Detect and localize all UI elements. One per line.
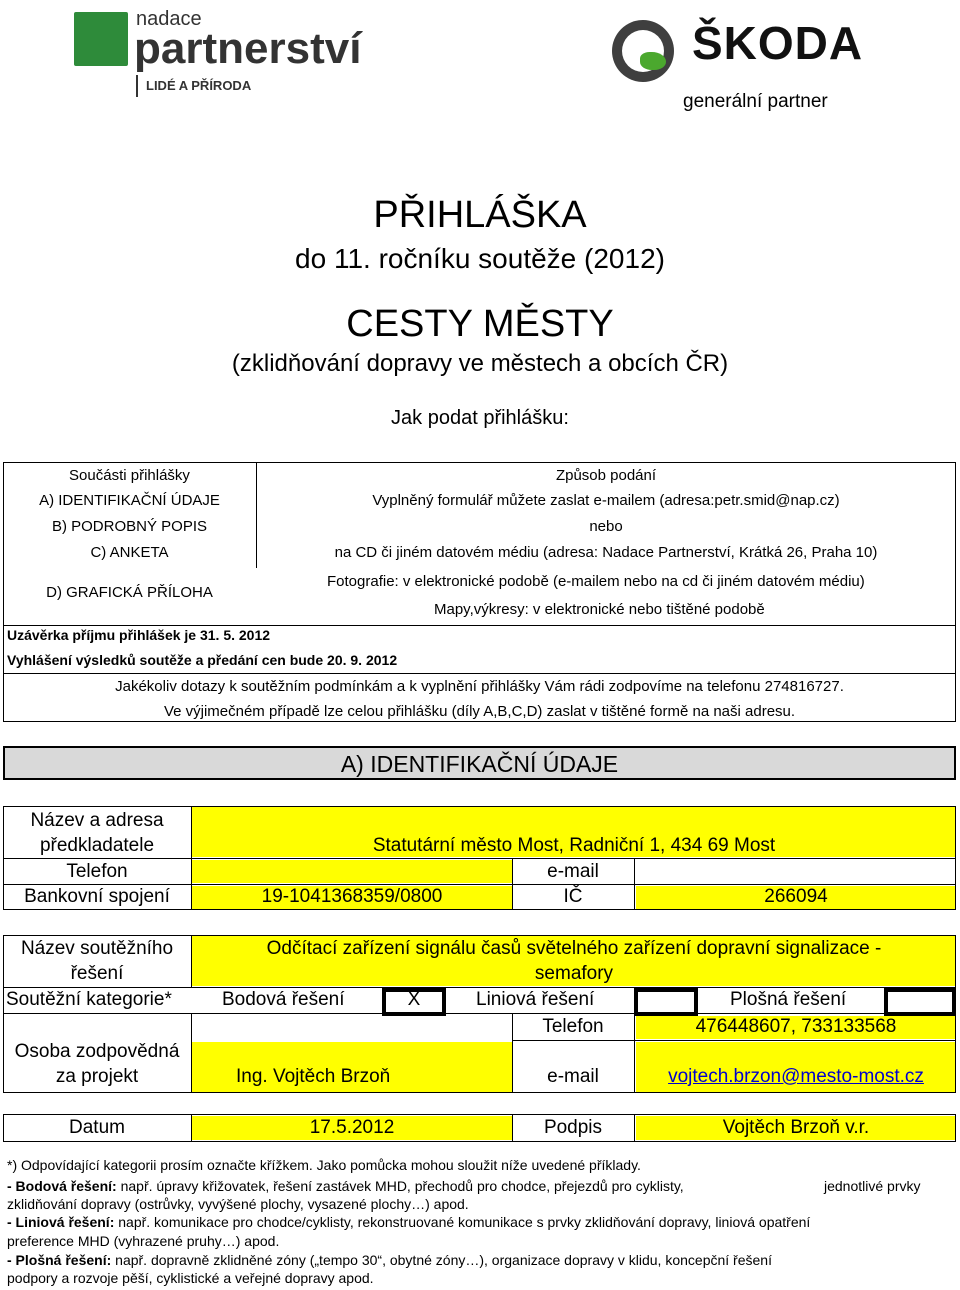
category-point-label: Bodová řešení bbox=[222, 989, 345, 1010]
resp-name: Ing. Vojtěch Brzoň bbox=[236, 1066, 391, 1087]
part-c-label: C) ANKETA bbox=[90, 544, 169, 561]
footnote-intro: *) Odpovídající kategorii prosím označte křížkem. Jako pomůcka mohou sloužit níže uvedené příklady. bbox=[7, 1157, 641, 1173]
name-address-value: Statutární město Most, Radniční 1, 434 69 Most bbox=[372, 835, 776, 856]
phone-label: Telefon bbox=[66, 861, 128, 882]
section-a-heading: A) IDENTIFIKAČNÍ ÚDAJE bbox=[340, 751, 619, 777]
sign-value: Vojtěch Brzoň v.r. bbox=[722, 1117, 870, 1138]
resp-phone-label: Telefon bbox=[542, 1016, 604, 1037]
category-line-label: Liniová řešení bbox=[476, 989, 595, 1010]
footnote-lin-line2: preference MHD (vyhrazené pruhy…) apod. bbox=[7, 1233, 280, 1249]
ic-value: 266094 bbox=[764, 886, 828, 907]
np-logo-divider bbox=[136, 75, 138, 97]
category-area-checkbox[interactable] bbox=[884, 988, 956, 1016]
footnote-plo-line2: podpory a rozvoje pěší, cyklistické a veřejné dopravy apod. bbox=[7, 1270, 374, 1286]
footnote-bod-text-b: jednotlivé prvky bbox=[824, 1178, 921, 1194]
part-a-method: Vyplněný formulář můžete zaslat e-mailem (adresa:petr.smid@nap.cz) bbox=[372, 492, 840, 509]
contest-title: CESTY MĚSTY bbox=[346, 303, 614, 345]
date-label: Datum bbox=[69, 1117, 125, 1138]
name-address-label-1: Název a adresa bbox=[30, 810, 164, 831]
section-a-header bbox=[3, 746, 956, 780]
footnote-lin-label: - Liniová řešení: bbox=[7, 1214, 115, 1230]
skoda-logo bbox=[612, 12, 912, 88]
np-logo-line1: nadace bbox=[136, 8, 202, 30]
date-value: 17.5.2012 bbox=[309, 1117, 395, 1138]
part-a-label: A) IDENTIFIKAČNÍ ÚDAJE bbox=[39, 492, 220, 509]
name-address-label-2: předkladatele bbox=[39, 835, 155, 856]
contest-subtitle: (zklidňování dopravy ve městech a obcích ČR) bbox=[231, 350, 729, 377]
footnote-lin-text-a: např. komunikace pro chodce/cyklisty, rekonstruované komunikace s prvky zklidňování dopravy, liniová opatření bbox=[114, 1214, 811, 1230]
parts-col1-header: Součásti přihlášky bbox=[69, 467, 190, 484]
bank-value: 19-1041368359/0800 bbox=[261, 886, 443, 907]
partner-label: generální partner bbox=[683, 91, 828, 112]
part-d-label: D) GRAFICKÁ PŘÍLOHA bbox=[46, 584, 213, 601]
category-line-checkbox[interactable] bbox=[634, 988, 698, 1016]
footnote-bod-label: - Bodová řešení: bbox=[7, 1178, 117, 1194]
results-text: Vyhlášení výsledků soutěže a předání cen bude 20. 9. 2012 bbox=[7, 652, 398, 668]
howto-heading: Jak podat přihlášku: bbox=[391, 407, 569, 429]
page-subtitle: do 11. ročníku soutěže (2012) bbox=[295, 243, 665, 274]
footnote-bod-line1 bbox=[7, 1178, 684, 1194]
category-label: Soutěžní kategorie* bbox=[6, 989, 172, 1010]
category-area-label: Plošná řešení bbox=[730, 989, 847, 1010]
footnote-bod-line2: zklidňování dopravy (ostrůvky, vyvýšené plochy, vysazené plochy…) apod. bbox=[7, 1196, 469, 1212]
np-logo-line3: LIDÉ A PŘÍRODA bbox=[146, 78, 252, 93]
footnote-plo-text-a: např. dopravně zklidněné zóny („tempo 30“, obytné zóny…), organizace dopravy v klidu, koncepční řešení bbox=[111, 1252, 772, 1268]
part-d-maps: Mapy,výkresy: v elektronické nebo tištěné podobě bbox=[434, 601, 765, 618]
ic-label: IČ bbox=[563, 886, 583, 907]
resp-label-1: Osoba zodpovědná bbox=[14, 1041, 180, 1062]
parts-col2-header: Způsob podání bbox=[555, 467, 657, 484]
category-point-mark: X bbox=[407, 989, 421, 1010]
resp-label-2: za projekt bbox=[55, 1066, 139, 1087]
print-note: Ve výjimečném případě lze celou přihlášku (díly A,B,C,D) zaslat v tištěné formě na naši adresu. bbox=[163, 703, 796, 720]
footnote-bod-text-a: např. úpravy křižovatek, řešení zastávek MHD, přechodů pro chodce, přejezdů pro cyklisty, bbox=[116, 1178, 684, 1194]
solution-value-2: semafory bbox=[534, 963, 614, 984]
np-logo-mark-icon bbox=[74, 12, 128, 66]
contact-note: Jakékoliv dotazy k soutěžním podmínkám a k vyplnění přihlášky Vám rádi zodpovíme na telefonu 274816727. bbox=[115, 678, 844, 695]
solution-label-1: Název soutěžního bbox=[20, 938, 174, 959]
part-d-photos: Fotografie: v elektronické podobě (e-mailem nebo na cd či jiném datovém médiu) bbox=[327, 573, 865, 590]
footnote-plo-line1 bbox=[7, 1252, 772, 1268]
skoda-emblem-icon bbox=[612, 20, 674, 82]
solution-value-1: Odčítací zařízení signálu časů světelného zařízení dopravní signalizace - bbox=[266, 938, 882, 959]
email-label: e-mail bbox=[547, 861, 599, 882]
sign-label: Podpis bbox=[543, 1117, 603, 1138]
deadline-text: Uzávěrka příjmu přihlášek je 31. 5. 2012 bbox=[7, 627, 271, 643]
solution-label-2: řešení bbox=[70, 963, 124, 984]
resp-phone-value: 476448607, 733133568 bbox=[695, 1016, 897, 1037]
np-logo-line2: partnerství bbox=[134, 24, 362, 73]
resp-email-label: e-mail bbox=[547, 1066, 599, 1087]
part-b-method: nebo bbox=[589, 518, 623, 535]
page-title: PŘIHLÁŠKA bbox=[373, 194, 587, 236]
nadace-partnerstvi-logo bbox=[74, 10, 374, 96]
footnote-plo-label: - Plošná řešení: bbox=[7, 1252, 112, 1268]
part-c-method: na CD či jiném datovém médiu (adresa: Nadace Partnerství, Krátká 26, Praha 10) bbox=[334, 544, 878, 561]
skoda-wordmark: ŠKODA bbox=[692, 17, 864, 69]
footnote-lin-line1 bbox=[7, 1214, 810, 1230]
resp-email-link[interactable]: vojtech.brzon@mesto-most.cz bbox=[668, 1066, 924, 1087]
bank-label: Bankovní spojení bbox=[24, 886, 170, 907]
part-b-label: B) PODROBNÝ POPIS bbox=[51, 518, 208, 535]
